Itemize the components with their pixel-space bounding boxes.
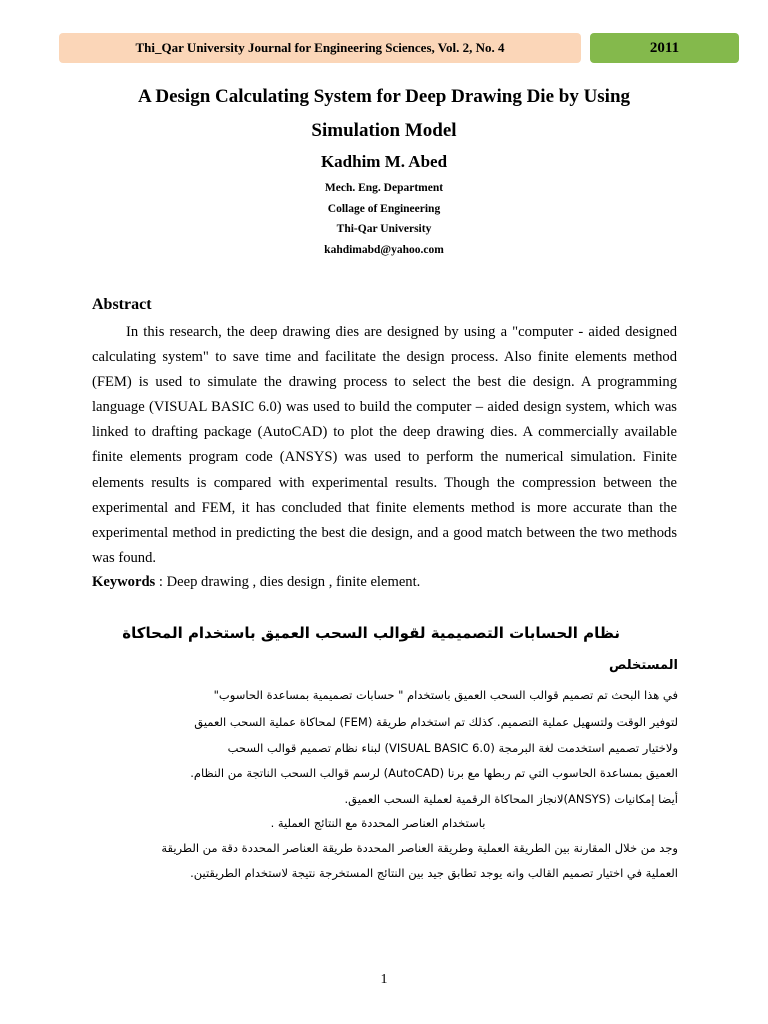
author-university: Thi-Qar University [336,223,432,235]
abstract-heading: Abstract [92,296,152,313]
journal-header: Thi_Qar University Journal for Engineering Sciences, Vol. 2, No. 4 [59,33,581,63]
keywords-text: : Deep drawing , dies design , finite element. [155,574,421,590]
arabic-abstract-line: العميق بمساعدة الحاسوب التي تم ربطها مع برنا (AutoCAD) لرسم قوالب السحب الناتجة من النظام. [190,766,678,780]
arabic-abstract-line: لتوفير الوقت ولتسهيل عملية التصميم. كذلك تم استخدام طريقة (FEM) لمحاكاة عملية السحب العميق [194,715,678,729]
journal-year-badge: 2011 [590,33,739,63]
author-department: Mech. Eng. Department [324,182,444,194]
keywords [92,574,420,591]
abstract-body [92,320,677,571]
arabic-abstract-line: باستخدام العناصر المحددة مع النتائج العملية . [270,816,486,830]
arabic-abstract-heading: المستخلص [609,658,678,673]
arabic-abstract-line: العملية في اختيار تصميم القالب وانه يوجد تطابق جيد بين النتائج المستخرجة نتيجة لاستخدام الطريقتين. [190,866,678,880]
paper-title-line-1: A Design Calculating System for Deep Drawing Die by Using [137,86,631,107]
arabic-abstract-line: ولاختيار تصميم استخدمت لغة البرمجة (VISUAL BASIC 6.0) لبناء نظام تصميم قوالب السحب [227,741,678,755]
author-name: Kadhim M. Abed [320,152,448,171]
author-email: kahdimabd@yahoo.com [324,244,444,256]
arabic-abstract-line: في هذا البحث تم تصميم قوالب السحب العميق باستخدام " حسابات تصميمية بمساعدة الحاسوب" [213,688,678,702]
abstract-text: In this research, the deep drawing dies are designed by using a "computer - aided designed calculating system" to save time and facilitate the design process. Also finite elements method (FEM) is used to simulate the drawing process to select the best die design. A programming language (VISUAL BASIC 6.0) was used to build the computer – aided design system, which was linked to drafting package (AutoCAD) to plot the deep drawing dies. A commercially available finite elements program code (ANSYS) was used to perform the numerical simulation. Finite elements results is compared with experimental results. Though the compression between the experimental and FEM, it has concluded that finite elements method is more accurate than the experimental method in predicting the best die design, and a good match between the two methods was found. [92,324,677,566]
arabic-title: نظام الحسابات التصميمية لقوالب السحب العميق باستخدام المحاكاة [122,624,620,642]
author-college: Collage of Engineering [327,203,441,215]
arabic-abstract-line: أيضا إمكانيات (ANSYS)لانجاز المحاكاة الرقمية لعملية السحب العميق. [344,792,678,806]
keywords-label: Keywords [92,574,156,590]
paper-title-line-2: Simulation Model [311,120,457,141]
page-number: 1 [380,972,388,987]
arabic-abstract-line: وجد من خلال المقارنة بين الطريقة العملية وطريقة العناصر المحددة طريقة العناصر المحددة دقة من الطريقة [161,841,678,855]
